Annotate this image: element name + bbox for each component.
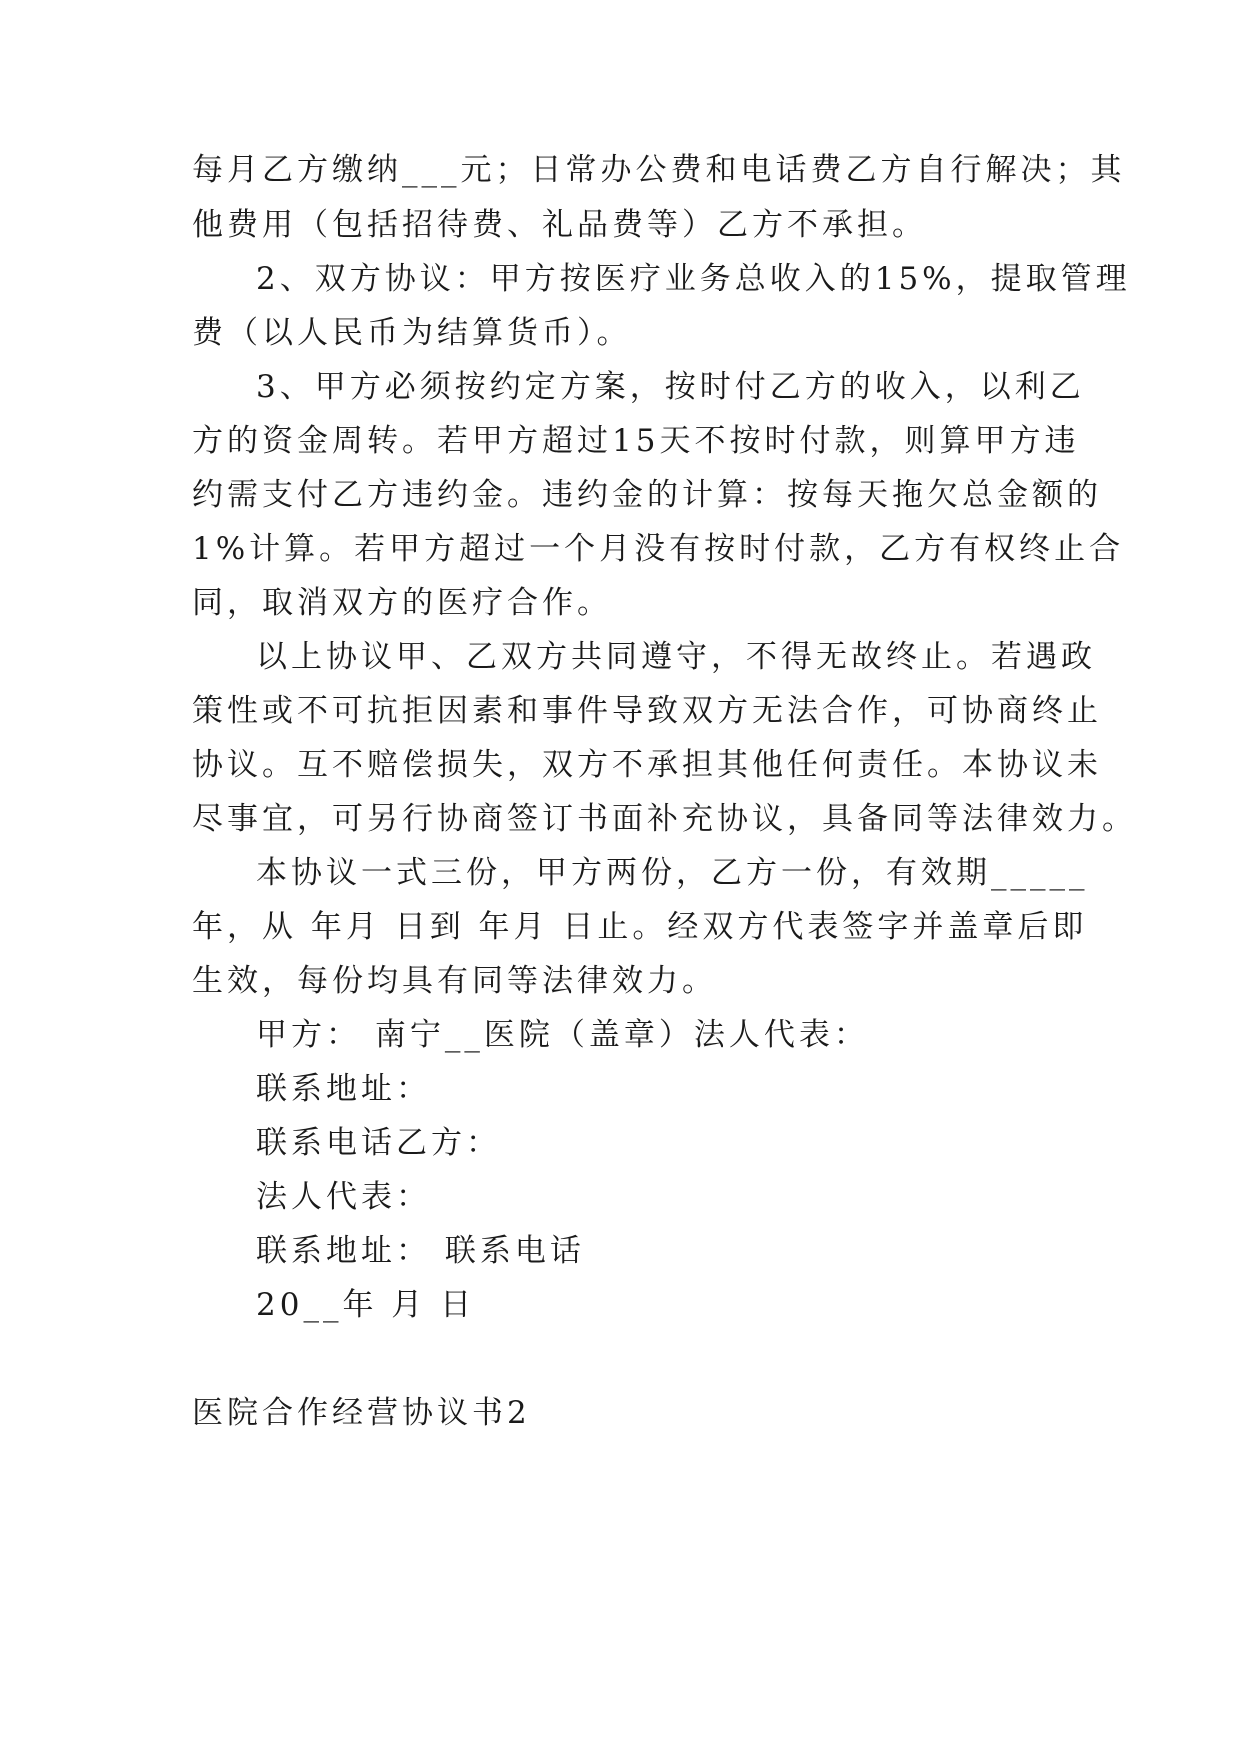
paragraph-line: 以上协议甲、乙双方共同遵守，不得无故终止。若遇政	[256, 639, 1096, 675]
signature-address-phone: 联系地址： 联系电话	[256, 1233, 585, 1269]
paragraph-line: 1%计算。若甲方超过一个月没有按时付款，乙方有权终止合	[192, 531, 1125, 567]
paragraph-line: 约需支付乙方违约金。违约金的计算：按每天拖欠总金额的	[192, 477, 1102, 513]
paragraph-line: 尽事宜，可另行协商签订书面补充协议，具备同等法律效力。	[192, 801, 1137, 837]
paragraph-line: 费（以人民币为结算货币）。	[192, 315, 632, 351]
paragraph-line: 策性或不可抗拒因素和事件导致双方无法合作，可协商终止	[192, 693, 1102, 729]
paragraph-line: 协议。互不赔偿损失，双方不承担其他任何责任。本协议未	[192, 747, 1102, 783]
paragraph-line: 生效，每份均具有同等法律效力。	[192, 963, 717, 999]
signature-phone-party-b: 联系电话乙方：	[256, 1125, 501, 1161]
paragraph-line: 2、双方协议：甲方按医疗业务总收入的15%，提取管理	[256, 261, 1131, 297]
paragraph-line: 方的资金周转。若甲方超过15天不按时付款，则算甲方违	[192, 423, 1080, 459]
section-title: 医院合作经营协议书2	[192, 1395, 531, 1431]
signature-date: 20__年 月 日	[256, 1287, 476, 1323]
signature-address: 联系地址：	[256, 1071, 431, 1107]
paragraph-line: 年，从 年月 日到 年月 日止。经双方代表签字并盖章后即	[192, 909, 1088, 945]
paragraph-line: 3、甲方必须按约定方案，按时付乙方的收入，以利乙	[256, 369, 1085, 405]
signature-legal-rep: 法人代表：	[256, 1179, 431, 1215]
paragraph-line: 每月乙方缴纳___元；日常办公费和电话费乙方自行解决；其	[192, 152, 1126, 188]
paragraph-line: 他费用（包括招待费、礼品费等）乙方不承担。	[192, 207, 927, 243]
paragraph-line: 本协议一式三份，甲方两份，乙方一份，有效期_____	[256, 855, 1089, 891]
paragraph-line: 同，取消双方的医疗合作。	[192, 585, 612, 621]
signature-party-a: 甲方： 南宁__医院（盖章）法人代表：	[256, 1017, 869, 1053]
